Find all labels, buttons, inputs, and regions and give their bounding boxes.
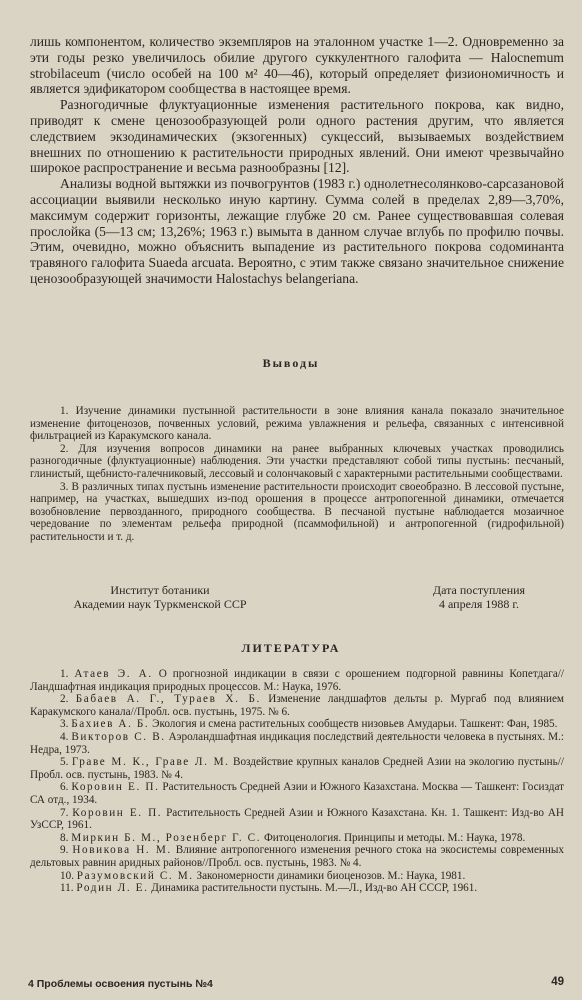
body-paragraph: Анализы водной вытяжки из почвогрунтов (1983 г.) однолетнесолянково-сарсазановой ассоциации выявили несколько иную картину. Сумма солей в пределах 2,89—3,70%, максимум содержит горизонты, лежащие глубже 20 см. Ранее существовавшая солевая прослойка (5—13 см; 13,26%; 1963 г.) вымыта в данном случае вглубь по профилю почвы. Этим, очевидно, можно объяснить выпадение из растительного покрова содоминанта травяного галофита Suaeda arcuata. Вероятно, с этим также связано значительное снижение ценозообразующей значимости Halostachys belangeriana. (30, 176, 564, 286)
conclusion-item: 2. Для изучения вопросов динамики на ранее выбранных ключевых участках проводились разногодичные (флуктуационные) наблюдения. Эти участки представляют собой типы пустынь: песчаный, глинистый, щебнисто-галечниковый, лессовый и солончаковый с характерными растительными сообществами. (30, 442, 564, 480)
received-label: Дата поступления (432, 583, 526, 597)
reference-item (30, 718, 564, 731)
reference-author: Разумовский С. М. (76, 869, 194, 882)
reference-text: Динамика растительности пустынь. М.—Л., Изд-во АН СССР, 1961. (148, 882, 478, 895)
institute-line: Институт ботаники (110, 583, 210, 597)
reference-number: 11. (60, 882, 74, 895)
literature-list (30, 668, 564, 895)
journal-footer: 4 Проблемы освоения пустынь №4 (28, 978, 213, 990)
reference-number: 3. (60, 718, 69, 731)
reference-text: Воздействие крупных каналов Средней Азии на экологию пустынь//Пробл. осв. пустынь, 1983. № 4. (30, 756, 564, 781)
reference-author: Атаев Э. А. (74, 668, 153, 680)
conclusions-heading: Выводы (262, 356, 320, 370)
body-paragraph: Разногодичные флуктуационные изменения растительного покрова, как видно, приводят к смене ценозообразующей роли одного растения другим, что является следствием экзодинамических (экзогенных) сукцессий, вызываемых воздействием внешних по отношению к растительности природных явлений. Они имеют чрезвычайно широкое распространение и весьма разнообразны [12]. (30, 97, 564, 176)
reference-author: Коровин Е. П. (71, 781, 160, 794)
received-date-value: 4 апреля 1988 г. (439, 596, 519, 611)
body-paragraph: лишь компонентом, количество экземпляров на эталонном участке 1—2. Одновременно за эти годы резко увеличилось обилие другого суккулентного галофита — Halocnemum strobilaceum (число особей на 100 м² 40—46), который определяет физиономичность и является эдификатором сообщества в настоящее время. (30, 34, 564, 97)
reference-author: Миркин Б. М., Розенберг Г. С. (71, 831, 262, 844)
reference-text: Закономерности динамики биоценозов. М.: Наука, 1981. (193, 869, 466, 882)
reference-number: 1. (60, 668, 69, 680)
reference-item (30, 882, 564, 895)
reference-text: Растительность Средней Азии и Южного Казахстана. Москва — Ташкент: Госиздат СА отд., 1934. (30, 781, 565, 806)
reference-author: Викторов С. В. (71, 730, 166, 743)
reference-number: 2. (60, 693, 69, 706)
conclusion-item: 1. Изучение динамики пустынной растительности в зоне влияния канала показало значительное изменение фитоценозов, почвенных условий, режима увлажнения и рельефа, связанных с интенсивной фильтрацией из Каракумского канала. (30, 405, 564, 443)
reference-item (30, 832, 564, 845)
reference-author: Бахиев А. Б. (71, 718, 150, 731)
reference-item (30, 844, 564, 869)
reference-text: Влияние антропогенного изменения речного стока на экосистемы современных дельтовых равнин аридных районов//Пробл. осв. пустынь, 1983. № 4. (30, 844, 564, 869)
reference-text: Растительность Средней Азии и Южного Казахстана. Кн. 1. Ташкент: Изд-во АН УзССР, 1961. (30, 806, 565, 832)
literature-heading: ЛИТЕРАТУРА (241, 641, 341, 655)
institute (30, 584, 290, 611)
conclusion-item: 3. В различных типах пустынь изменение растительности происходит своеобразно. В лессовой пустыне, например, на участках, вышедших из-под орошения в процессе антропогенной динамики, отмечается возобновление первозданного, природного сообщества. В песчаной пустыне наблюдается мозаичное чередование по элементам рельефа природной (псаммофильной) и антропогенной (гидрофильной) растительности и т. д. (30, 480, 564, 543)
article-body (30, 34, 564, 287)
reference-number: 5. (60, 756, 69, 769)
reference-number: 4. (60, 730, 69, 743)
reference-item (30, 693, 564, 718)
reference-author: Бабаев А. Г., Тураев Х. Б. (75, 693, 261, 706)
reference-item (30, 781, 564, 806)
reference-text: Аэроландшафтная индикация последствий деятельности человека в пустынях. М.: Недра, 1973. (30, 730, 564, 756)
reference-item (30, 870, 564, 883)
reference-item (30, 756, 564, 781)
page-number: 49 (551, 976, 564, 988)
reference-number: 6. (60, 781, 69, 794)
reference-author: Коровин Е. П. (72, 806, 163, 819)
institute-line: Академии наук Туркменской ССР (73, 596, 247, 611)
reference-text: Фитоценология. Принципы и методы. М.: Наука, 1978. (261, 831, 526, 844)
reference-author: Граве М. К., Граве Л. М. (71, 756, 230, 769)
reference-number: 8. (60, 831, 69, 844)
reference-text: Изменение ландшафтов дельты р. Мургаб под влиянием Каракумского канала//Пробл. осв. пустынь, 1975. № 6. (30, 693, 564, 718)
reference-item (30, 668, 564, 693)
reference-number: 7. (60, 806, 69, 819)
reference-author: Новикова Н. М. (72, 844, 172, 857)
reference-item (30, 807, 564, 832)
reference-item (30, 731, 564, 756)
reference-number: 9. (60, 844, 69, 857)
reference-text: Экология и смена растительных сообществ низовьев Амударьи. Ташкент: Фан, 1985. (149, 718, 558, 731)
conclusions-list (30, 405, 564, 544)
reference-text: О прогнозной индикации в связи с орошением подгорной равнины Копетдага//Ландшафтная индикация природных процессов. М.: Наука, 1976. (30, 668, 565, 693)
received-date (394, 584, 564, 611)
reference-number: 10. (60, 869, 74, 882)
reference-author: Родин Л. Е. (76, 882, 149, 895)
